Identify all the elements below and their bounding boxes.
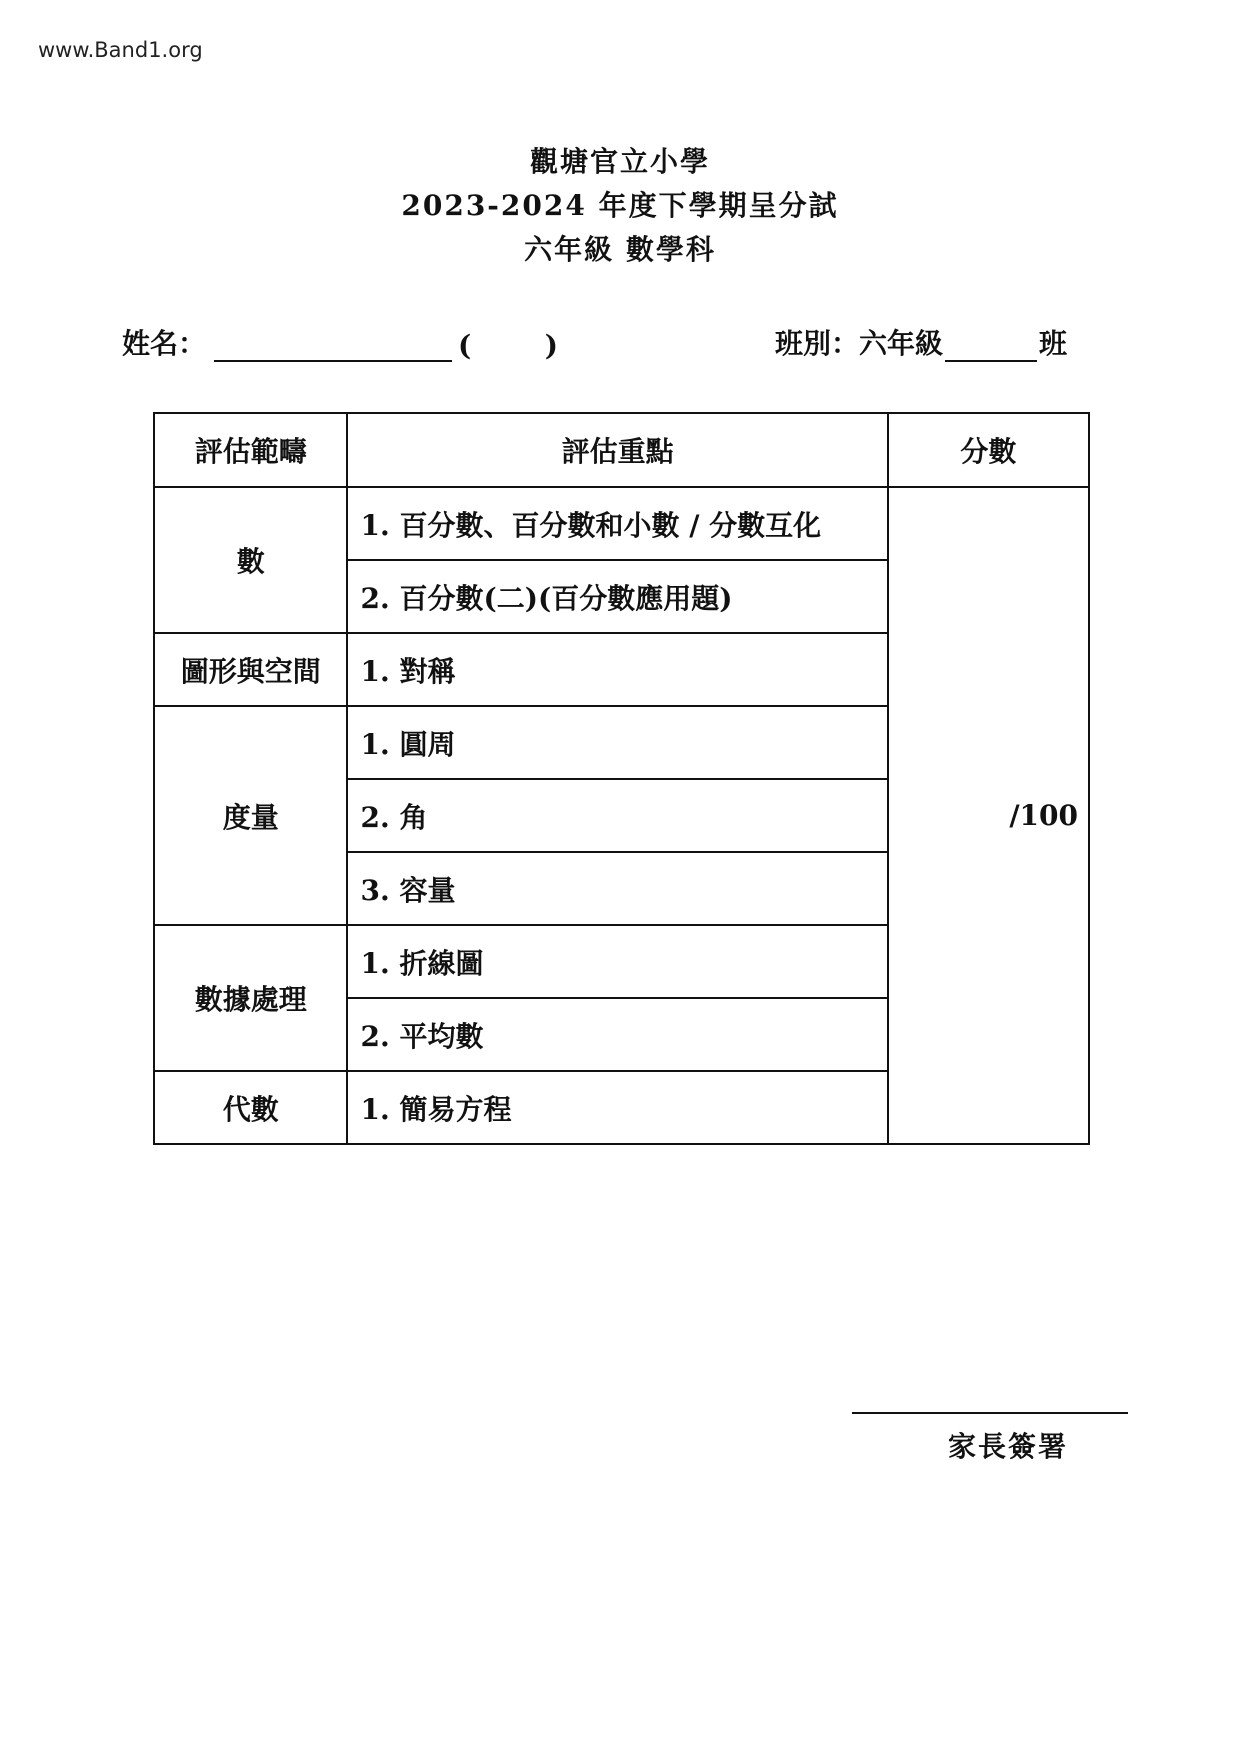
focus-item: 1. 簡易方程	[347, 1071, 887, 1144]
document-header	[0, 140, 1240, 272]
assessment-table	[153, 412, 1090, 1145]
focus-item: 2. 平均數	[347, 998, 887, 1071]
paren-open: (	[458, 329, 472, 362]
category-data-handling: 數據處理	[154, 925, 347, 1071]
class-blank[interactable]	[945, 330, 1037, 362]
category-number: 數	[154, 487, 347, 633]
class-suffix: 班	[1039, 327, 1068, 360]
header-category: 評估範疇	[154, 413, 347, 487]
watermark-url: www.Band1.org	[38, 38, 203, 62]
table-header-row	[154, 413, 1089, 487]
category-measures: 度量	[154, 706, 347, 925]
focus-item: 2. 角	[347, 779, 887, 852]
focus-item: 1. 對稱	[347, 633, 887, 706]
name-label: 姓名：	[122, 327, 207, 360]
category-shape-space: 圖形與空間	[154, 633, 347, 706]
exam-title: 2023-2024 年度下學期呈分試	[401, 189, 839, 222]
focus-item: 1. 折線圖	[347, 925, 887, 998]
focus-item: 3. 容量	[347, 852, 887, 925]
header-score: 分數	[888, 413, 1089, 487]
table-row	[154, 487, 1089, 560]
grade-subject: 六年級 數學科	[524, 233, 716, 266]
paren-close: )	[544, 329, 559, 362]
signature-label: 家長簽署	[948, 1430, 1069, 1463]
focus-item: 1. 圓周	[347, 706, 887, 779]
class-number-blank[interactable]	[458, 329, 558, 362]
category-algebra: 代數	[154, 1071, 347, 1144]
signature-line[interactable]	[852, 1412, 1128, 1414]
focus-item: 2. 百分數(二)(百分數應用題)	[347, 560, 887, 633]
name-field-row	[122, 322, 558, 362]
class-label: 班別：六年級	[775, 327, 944, 360]
score-cell[interactable]: /100	[888, 487, 1089, 1144]
class-field-row	[775, 322, 1067, 362]
header-focus: 評估重點	[347, 413, 887, 487]
school-name: 觀塘官立小學	[529, 145, 710, 178]
name-blank[interactable]	[214, 330, 452, 362]
focus-item: 1. 百分數、百分數和小數 / 分數互化	[347, 487, 887, 560]
